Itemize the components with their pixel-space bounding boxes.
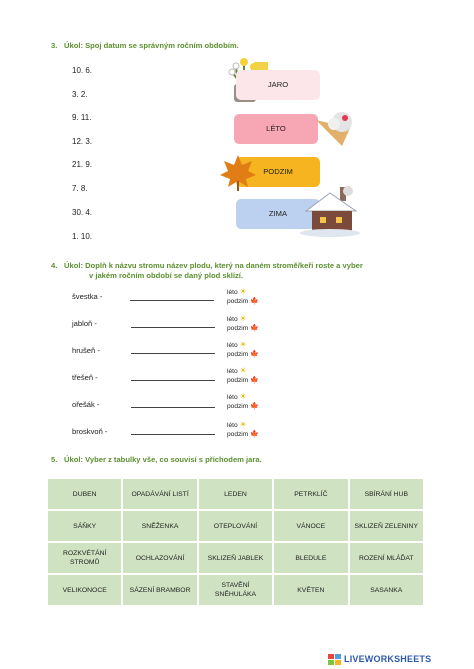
table-cell[interactable]: SKLIZEŇ JABLEK <box>198 542 273 574</box>
date-item: 7. 8. <box>72 184 88 193</box>
spring-items-table <box>47 478 424 606</box>
table-row <box>47 574 424 606</box>
leaf-icon: 🍁 <box>250 431 259 438</box>
date-item: 12. 3. <box>72 137 93 146</box>
task5-title: Úkol: Vyber z tabulky vše, co souvisí s příchodem jara. <box>64 455 262 464</box>
option-summer[interactable]: léto ☀ <box>227 314 247 323</box>
tree-name: švestka - <box>72 292 103 301</box>
sun-icon: ☀ <box>239 287 247 296</box>
option-autumn[interactable]: podzim 🍁 <box>227 431 259 438</box>
season-label: JARO <box>267 80 289 89</box>
option-autumn[interactable]: podzim 🍁 <box>227 377 259 384</box>
sun-icon: ☀ <box>239 420 247 429</box>
table-cell[interactable]: BLEDULE <box>273 542 348 574</box>
season-jaro[interactable] <box>236 70 320 100</box>
table-cell[interactable]: KVĚTEN <box>273 574 348 606</box>
table-cell[interactable]: STAVĚNÍ SNĚHULÁKA <box>198 574 273 606</box>
sun-icon: ☀ <box>239 340 247 349</box>
table-cell[interactable]: PETRKLÍČ <box>273 478 348 510</box>
ice-cream-icon <box>312 110 356 150</box>
leaf-icon: 🍁 <box>250 377 259 384</box>
date-item: 30. 4. <box>72 208 93 217</box>
option-summer[interactable]: léto ☀ <box>227 420 247 429</box>
task3-title: Úkol: Spoj datum se správným ročním obdobím. <box>64 41 239 50</box>
table-row <box>47 542 424 574</box>
sun-icon: ☀ <box>239 392 247 401</box>
date-item: 10. 6. <box>72 66 93 75</box>
table-cell[interactable]: SASANKA <box>349 574 424 606</box>
fruit-answer-line[interactable] <box>131 434 215 435</box>
fruit-answer-line[interactable] <box>131 327 215 328</box>
date-item: 9. 11. <box>72 113 92 122</box>
maple-leaf-icon <box>218 153 258 191</box>
table-cell[interactable]: VÁNOCE <box>273 510 348 542</box>
leaf-icon: 🍁 <box>250 351 259 358</box>
task4-title-line1: Úkol: Doplň k názvu stromu název plodu, který na daném stromě/keři roste a vyber <box>64 261 363 270</box>
table-cell[interactable]: SNĚŽENKA <box>122 510 197 542</box>
season-label: LÉTO <box>266 124 286 133</box>
season-label: PODZIM <box>263 167 293 176</box>
tree-name: hrušeň - <box>72 346 100 355</box>
tree-name: třešeň - <box>72 373 98 382</box>
sun-icon: ☀ <box>239 366 247 375</box>
table-cell[interactable]: VELIKONOCE <box>47 574 122 606</box>
table-cell[interactable]: LEDEN <box>198 478 273 510</box>
date-item: 21. 9. <box>72 160 93 169</box>
snow-house-icon <box>300 185 360 237</box>
liveworksheets-logo <box>328 652 474 669</box>
option-autumn[interactable]: podzim 🍁 <box>227 403 259 410</box>
date-item: 3. 2. <box>72 90 88 99</box>
fruit-answer-line[interactable] <box>130 300 214 301</box>
tree-name: ořešák - <box>72 400 100 409</box>
option-autumn[interactable]: podzim 🍁 <box>227 351 259 358</box>
task3-number: 3. <box>51 41 58 50</box>
leaf-icon: 🍁 <box>250 403 259 410</box>
table-cell[interactable]: ROZENÍ MLÁĎAT <box>349 542 424 574</box>
option-summer[interactable]: léto ☀ <box>227 287 247 296</box>
task5-number: 5. <box>51 455 58 464</box>
table-cell[interactable]: OPADÁVÁNÍ LISTÍ <box>122 478 197 510</box>
option-summer[interactable]: léto ☀ <box>227 340 247 349</box>
season-label: ZIMA <box>268 209 288 218</box>
leaf-icon: 🍁 <box>250 298 259 305</box>
option-autumn[interactable]: podzim 🍁 <box>227 325 259 332</box>
table-row <box>47 478 424 510</box>
fruit-answer-line[interactable] <box>131 380 215 381</box>
date-item: 1. 10. <box>72 232 93 241</box>
tree-name: broskvoň - <box>72 427 108 436</box>
table-cell[interactable]: SÁŇKY <box>47 510 122 542</box>
option-summer[interactable]: léto ☀ <box>227 366 247 375</box>
table-cell[interactable]: ROZKVÉTÁNÍ STROMŮ <box>47 542 122 574</box>
logo-text: LIVEWORKSHEETS <box>344 654 432 664</box>
table-cell[interactable]: SÁZENÍ BRAMBOR <box>122 574 197 606</box>
table-cell[interactable]: OCHLAZOVÁNÍ <box>122 542 197 574</box>
tree-name: jabloň - <box>72 319 97 328</box>
option-autumn[interactable]: podzim 🍁 <box>227 298 259 305</box>
table-cell[interactable]: OTEPLOVÁNÍ <box>198 510 273 542</box>
table-row <box>47 510 424 542</box>
table-cell[interactable]: SBÍRÁNÍ HUB <box>349 478 424 510</box>
leaf-icon: 🍁 <box>250 325 259 332</box>
task4-number: 4. <box>51 261 58 270</box>
fruit-answer-line[interactable] <box>131 353 215 354</box>
table-cell[interactable]: DUBEN <box>47 478 122 510</box>
fruit-answer-line[interactable] <box>131 407 215 408</box>
season-leto[interactable] <box>234 114 318 144</box>
table-cell[interactable]: SKLIZEŇ ZELENINY <box>349 510 424 542</box>
logo-blocks-icon <box>328 654 342 666</box>
sun-icon: ☀ <box>239 314 247 323</box>
task4-title-line2: v jakém ročním období se daný plod sklízí. <box>89 271 244 280</box>
option-summer[interactable]: léto ☀ <box>227 392 247 401</box>
